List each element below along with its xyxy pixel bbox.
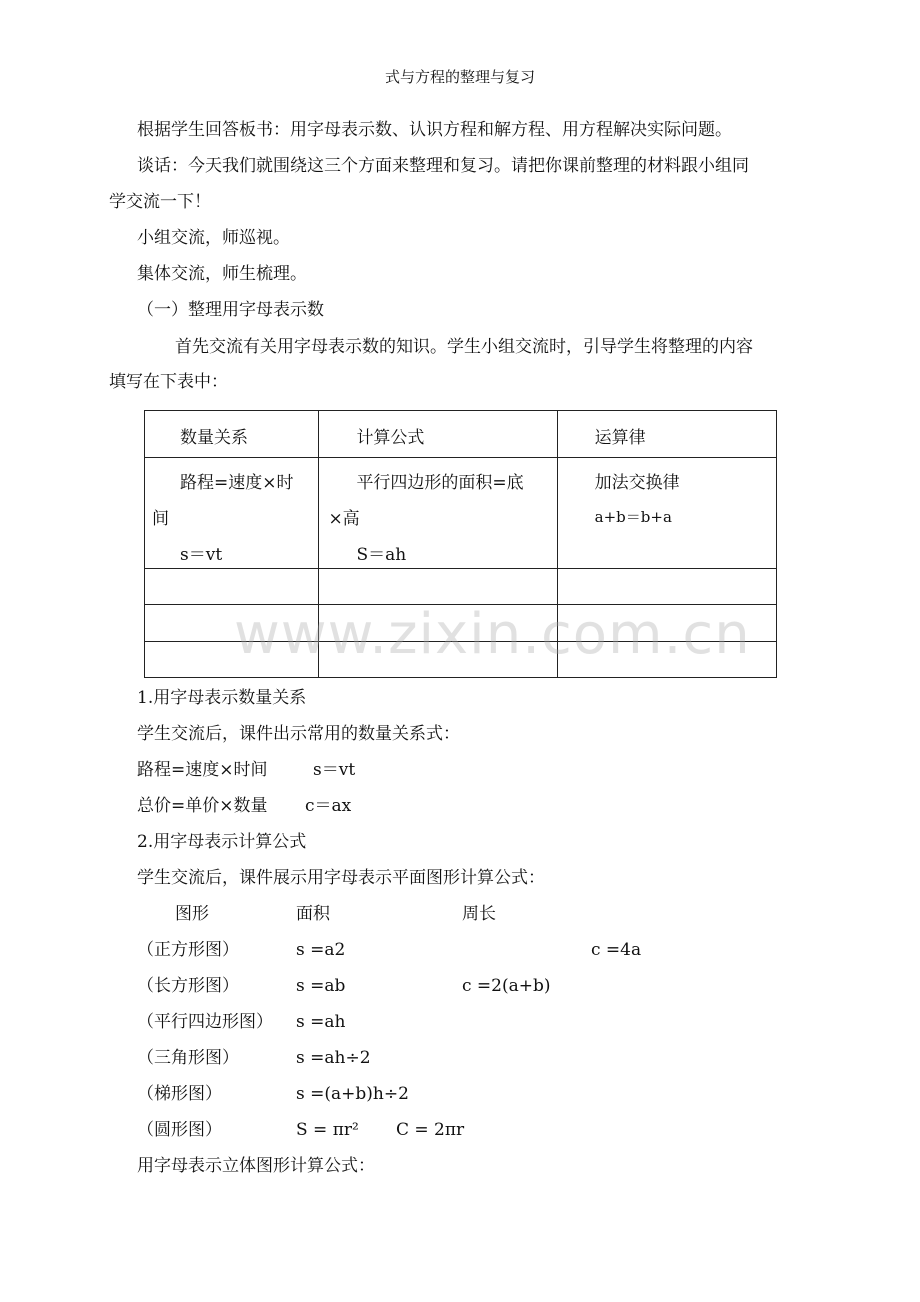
table-cell-text: 间 — [152, 509, 169, 529]
shape-area: s =ah — [296, 1012, 346, 1032]
part2-title: 2.用字母表示计算公式 — [137, 832, 307, 852]
intro-line-1: 根据学生回答板书：用字母表示数、认识方程和解方程、用方程解决实际问题。 — [137, 120, 732, 140]
table-cell-text: S＝ah — [356, 545, 407, 565]
shape-perimeter: c =2(a+b) — [462, 976, 551, 996]
page-header: 式与方程的整理与复习 — [384, 68, 535, 86]
intro-line-2a: 谈话：今天我们就围绕这三个方面来整理和复习。请把你课前整理的材料跟小组同 — [137, 156, 749, 176]
part1-desc: 学生交流后，课件出示常用的数量关系式： — [137, 724, 460, 744]
shape-perimeter: C = 2πr — [396, 1120, 465, 1140]
relation-2-formula: c＝ax — [305, 796, 352, 816]
part1-title: 1.用字母表示数量关系 — [137, 688, 307, 708]
intro-line-3: 小组交流，师巡视。 — [137, 228, 290, 248]
relation-2-text: 总价=单价×数量 — [137, 796, 268, 816]
table-cell-text: s＝vt — [180, 545, 223, 565]
shape-area: s =ab — [296, 976, 346, 996]
intro-line-4: 集体交流，师生梳理。 — [137, 264, 307, 284]
table-cell-text: a+b＝b+a — [594, 508, 672, 526]
part2-desc: 学生交流后，课件展示用字母表示平面图形计算公式： — [137, 868, 545, 888]
relation-1-formula: s＝vt — [313, 760, 356, 780]
shape-area: s =ah÷2 — [296, 1048, 371, 1068]
shape-name: （圆形图） — [137, 1120, 222, 1140]
intro-line-5a: 首先交流有关用字母表示数的知识。学生小组交流时，引导学生将整理的内容 — [175, 337, 753, 357]
shape-perimeter: c =4a — [591, 940, 642, 960]
table-header-row — [145, 411, 777, 458]
table-header: 计算公式 — [356, 428, 425, 448]
table-cell-text: 加法交换律 — [594, 473, 680, 493]
shape-name: （平行四边形图） — [137, 1012, 273, 1032]
intro-line-2b: 学交流一下！ — [109, 192, 211, 212]
shape-name: （正方形图） — [137, 940, 239, 960]
relation-1-text: 路程=速度×时间 — [137, 760, 268, 780]
table-row-empty — [145, 569, 777, 605]
table-cell-text: 平行四边形的面积=底 — [356, 473, 524, 493]
table-row — [145, 458, 777, 569]
shape-area: s =(a+b)h÷2 — [296, 1084, 409, 1104]
col-perimeter-label: 周长 — [462, 904, 496, 924]
col-shape-label: 图形 — [175, 904, 209, 924]
shape-name: （三角形图） — [137, 1048, 239, 1068]
shape-area: s =a2 — [296, 940, 346, 960]
section-heading-1: （一）整理用字母表示数 — [137, 300, 324, 320]
solid-formula-heading: 用字母表示立体图形计算公式： — [137, 1156, 375, 1176]
table-header: 运算律 — [594, 428, 646, 448]
shape-name: （梯形图） — [137, 1084, 222, 1104]
table-header: 数量关系 — [180, 428, 248, 448]
col-area-label: 面积 — [296, 904, 330, 924]
table-cell-text: ×高 — [328, 509, 360, 529]
shape-name: （长方形图） — [137, 976, 239, 996]
table-cell-text: 路程=速度×时 — [180, 473, 294, 493]
intro-line-5b: 填写在下表中： — [109, 372, 228, 392]
shape-area: S = πr² — [296, 1120, 359, 1140]
watermark: www.zixin.com.cn — [234, 602, 751, 667]
